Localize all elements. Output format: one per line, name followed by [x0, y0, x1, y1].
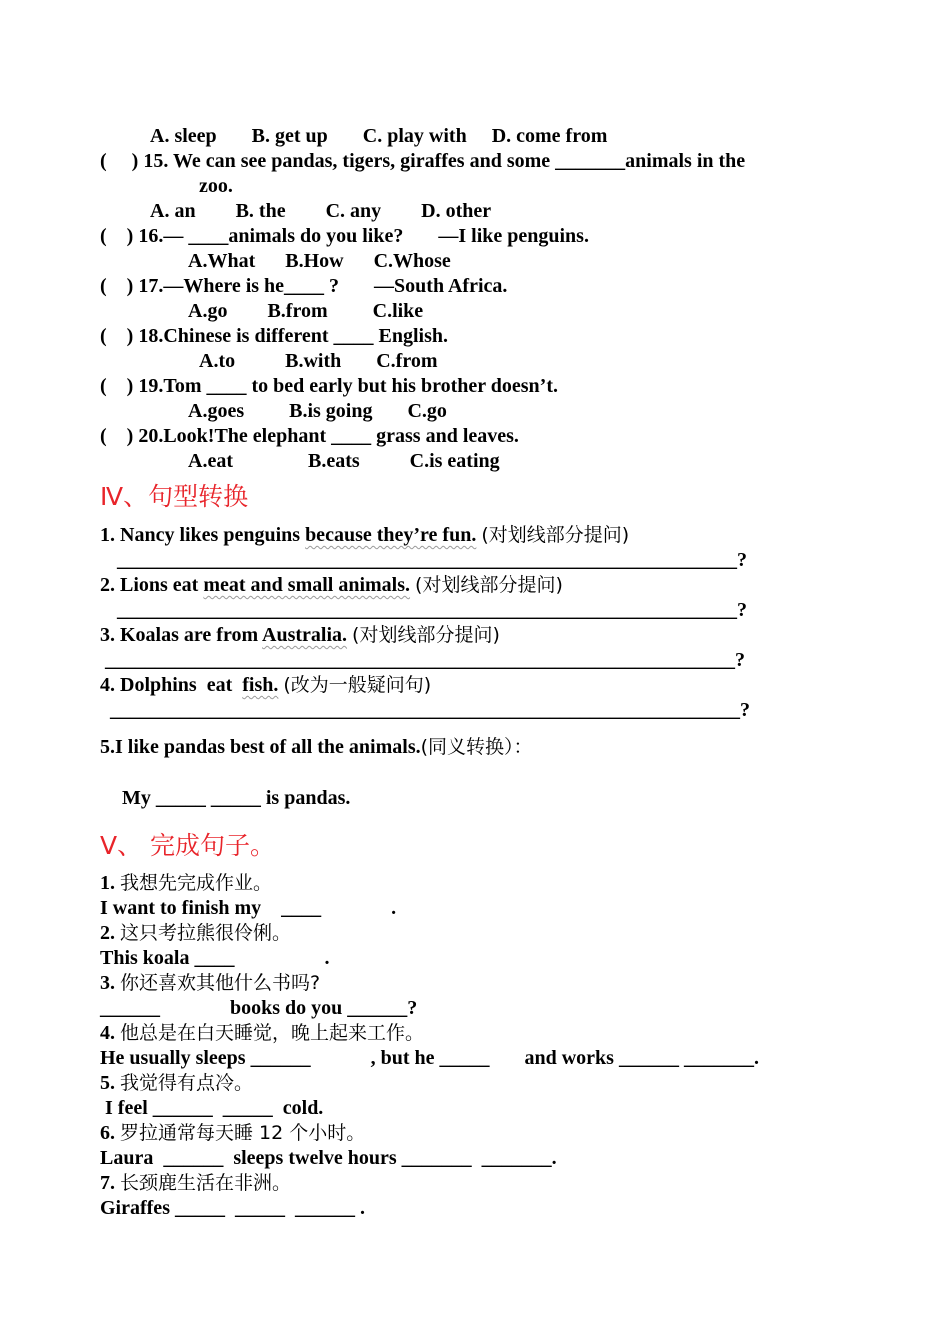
underlined-phrase: Australia. — [262, 624, 348, 646]
s4-item-4: 4. Dolphins eat fish. (改为一般疑问句) — [100, 674, 432, 696]
q17-stem: ( ) 17.—Where is he____ ? —South Africa. — [100, 275, 508, 297]
q15-stem: ( ) 15. We can see pandas, tigers, giraffes and some _______animals in the — [100, 150, 746, 172]
q20-stem: ( ) 20.Look!The elephant ____ grass and leaves. — [100, 425, 519, 447]
s4-answer-line-3[interactable]: _______________________________________________________________? — [105, 649, 745, 671]
q15-options: A. an B. the C. any D. other — [150, 200, 492, 222]
underlined-phrase: because they’re fun. — [305, 524, 477, 546]
s5-item-5-en[interactable]: I feel ______ _____ cold. — [100, 1097, 324, 1119]
section-4-title: Ⅳ、句型转换 — [100, 482, 249, 511]
s4-item-1: 1. Nancy likes penguins because they’re fun. (对划线部分提问) — [100, 524, 630, 546]
s5-item-4-en[interactable]: He usually sleeps ______ , but he _____ and works ______ _______. — [100, 1047, 759, 1069]
s5-item-1-cn: 1. 我想先完成作业。 — [100, 872, 273, 894]
s5-item-7-cn: 7. 长颈鹿生活在非洲。 — [100, 1172, 292, 1194]
s5-item-2-cn: 2. 这只考拉熊很伶俐。 — [100, 922, 292, 944]
s5-item-3-en[interactable]: ______ books do you ______? — [100, 997, 418, 1019]
q18-stem: ( ) 18.Chinese is different ____ English. — [100, 325, 448, 347]
q15-stem-continued: zoo. — [199, 175, 233, 197]
s4-answer-line-2[interactable]: ______________________________________________________________? — [117, 599, 747, 621]
q19-options: A.goes B.is going C.go — [188, 400, 447, 422]
s4-item-5: 5.I like pandas best of all the animals.(同义转换）： — [100, 736, 533, 758]
s5-item-3-cn: 3. 你还喜欢其他什么书吗? — [100, 972, 321, 994]
s5-item-4-cn: 4. 他总是在白天睡觉，晚上起来工作。 — [100, 1022, 425, 1044]
q14-options: A. sleep B. get up C. play with D. come from — [150, 125, 608, 147]
s4-answer-line-4[interactable]: _______________________________________________________________? — [110, 699, 750, 721]
s4-answer-line-1[interactable]: ______________________________________________________________? — [117, 549, 747, 571]
s5-item-2-en[interactable]: This koala ____ . — [100, 947, 330, 969]
q16-stem: ( ) 16.— ____animals do you like? —I like penguins. — [100, 225, 589, 247]
q17-options: A.go B.from C.like — [188, 300, 424, 322]
s5-item-5-cn: 5. 我觉得有点冷。 — [100, 1072, 254, 1094]
q20-options: A.eat B.eats C.is eating — [188, 450, 500, 472]
s4-item-3: 3. Koalas are from Australia. (对划线部分提问) — [100, 624, 500, 646]
s4-item-5-answer[interactable]: My _____ _____ is pandas. — [122, 787, 351, 809]
q16-options: A.What B.How C.Whose — [188, 250, 451, 272]
s5-item-7-en[interactable]: Giraffes _____ _____ ______ . — [100, 1197, 365, 1219]
s4-item-2: 2. Lions eat meat and small animals. (对划线部分提问) — [100, 574, 563, 596]
s5-item-6-cn: 6. 罗拉通常每天睡 12 个小时。 — [100, 1122, 366, 1144]
q18-options: A.to B.with C.from — [199, 350, 438, 372]
underlined-phrase: fish. — [242, 674, 279, 696]
s5-item-6-en[interactable]: Laura ______ sleeps twelve hours _______ _______. — [100, 1147, 557, 1169]
s5-item-1-en[interactable]: I want to finish my ____ . — [100, 897, 397, 919]
section-5-title: Ⅴ、 完成句子。 — [100, 831, 276, 860]
underlined-phrase: meat and small animals. — [203, 574, 411, 596]
q19-stem: ( ) 19.Tom ____ to bed early but his brother doesn’t. — [100, 375, 558, 397]
